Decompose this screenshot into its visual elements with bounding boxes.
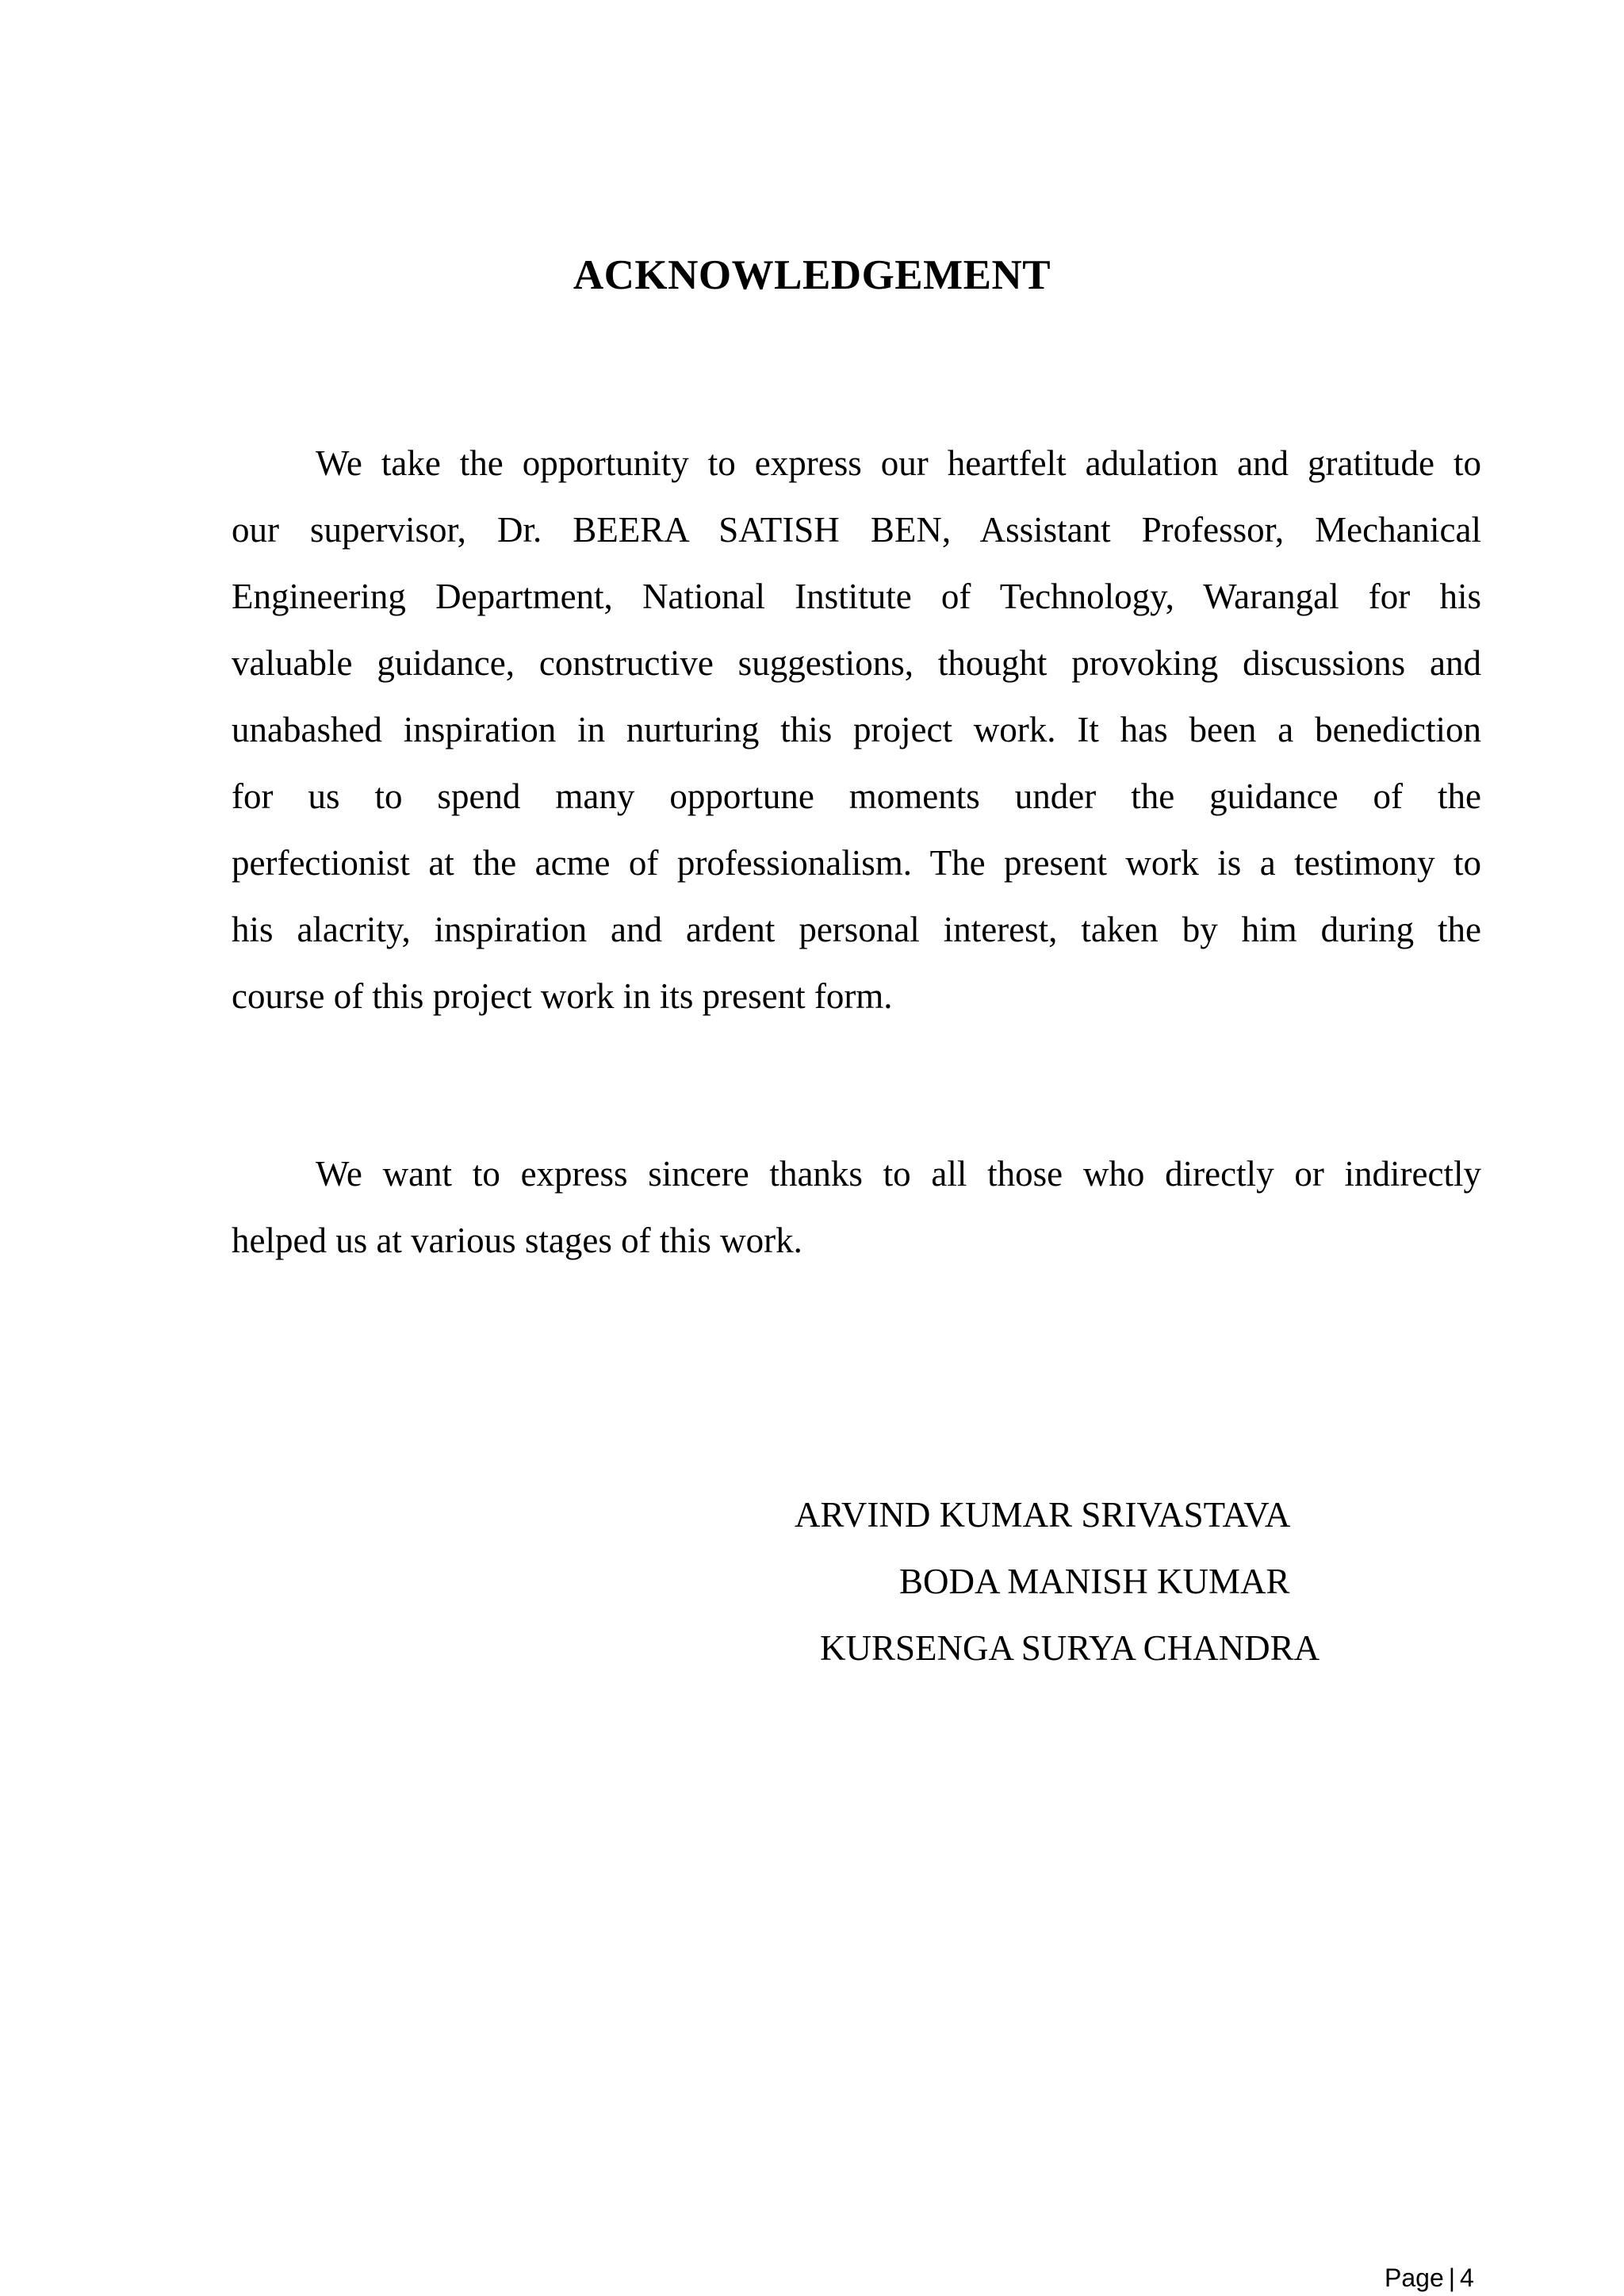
paragraph-line: valuable guidance, constructive suggestions, thought provoking discussions and <box>232 643 1481 683</box>
paragraph-line: for us to spend many opportune moments under the guidance of the <box>232 776 1481 816</box>
page-number: 4 <box>1460 2263 1474 2292</box>
paragraph-line: unabashed inspiration in nurturing this project work. It has been a benediction <box>232 710 1481 749</box>
signatory-name: BODA MANISH KUMAR <box>899 1562 1290 1601</box>
signatory-name: ARVIND KUMAR SRIVASTAVA <box>795 1495 1291 1535</box>
page-title: ACKNOWLEDGEMENT <box>573 252 1051 298</box>
paragraph-line: Engineering Department, National Institute of Technology, Warangal for his <box>232 577 1481 616</box>
paragraph-line: We want to express sincere thanks to all those who directly or indirectly <box>316 1154 1481 1194</box>
page-label: Page <box>1385 2263 1444 2292</box>
paragraph-line: his alacrity, inspiration and ardent personal interest, taken by him during the <box>232 910 1481 949</box>
signatory-name: KURSENGA SURYA CHANDRA <box>820 1628 1320 1668</box>
page-separator: | <box>1448 2263 1456 2292</box>
paragraph-line: We take the opportunity to express our heartfelt adulation and gratitude to <box>316 443 1481 483</box>
paragraph-line: helped us at various stages of this work. <box>232 1221 802 1260</box>
paragraph-line: perfectionist at the acme of professionalism. The present work is a testimony to <box>232 843 1481 883</box>
acknowledgement-paragraph-1 <box>232 430 1481 1029</box>
acknowledgement-paragraph-2 <box>232 1140 1481 1274</box>
paragraph-line: our supervisor, Dr. BEERA SATISH BEN, Assistant Professor, Mechanical <box>232 510 1481 550</box>
page-footer <box>1385 2262 1474 2294</box>
paragraph-line: course of this project work in its present form. <box>232 976 893 1016</box>
